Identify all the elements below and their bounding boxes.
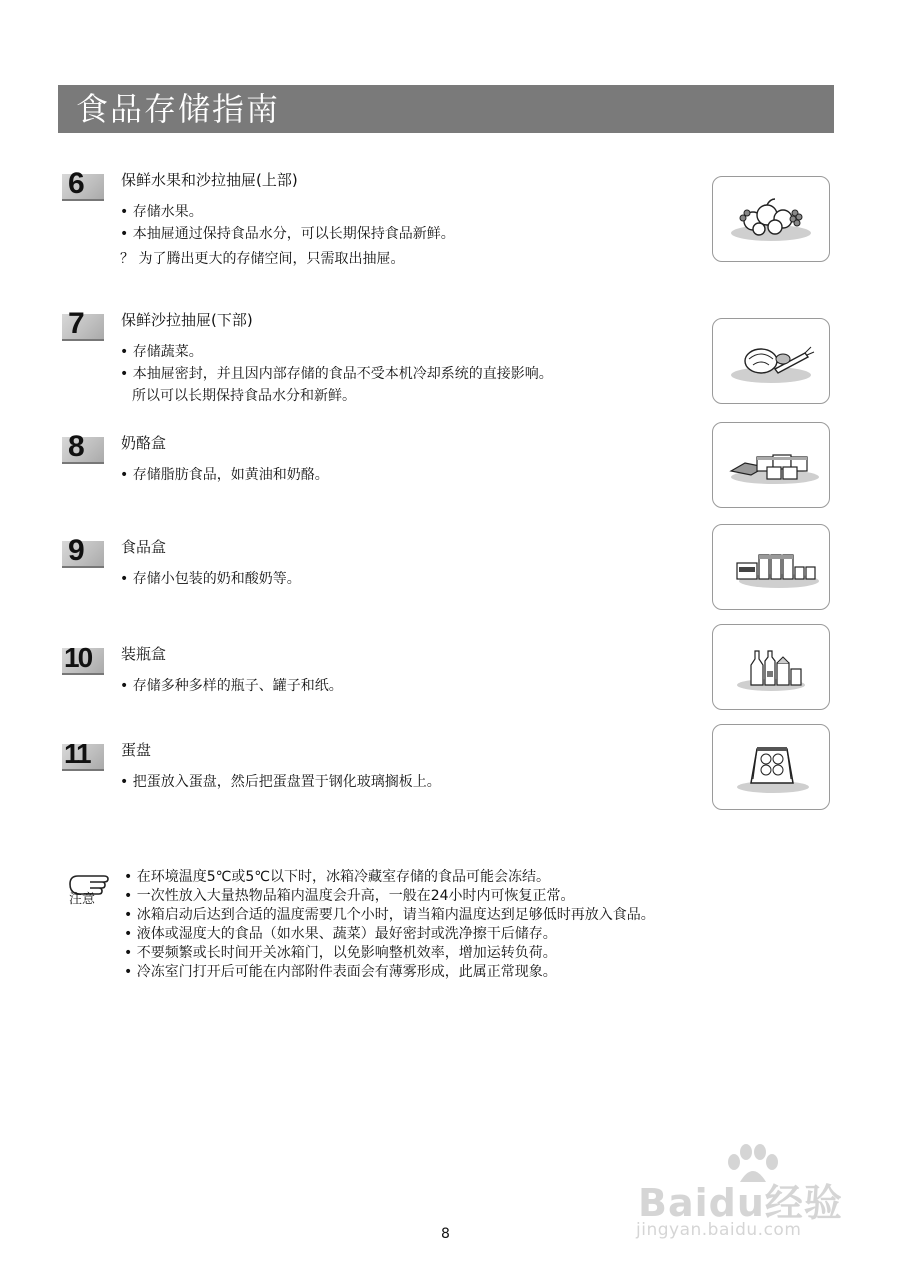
bottles-icon	[713, 625, 829, 709]
section-number-tab	[62, 644, 104, 674]
section-line: • 存储多种多样的瓶子、罐子和纸。	[120, 678, 343, 694]
baidu-watermark	[636, 1142, 856, 1242]
section-line: • 存储脂肪食品，如黄油和奶酪。	[120, 467, 329, 483]
section-body	[120, 771, 441, 793]
section-number-tab	[62, 167, 104, 200]
section-number: 9	[68, 534, 85, 567]
fruit-basket-icon	[713, 177, 829, 261]
section-number-tab	[62, 740, 104, 770]
section-line: 所以可以长期保持食品水分和新鲜。	[132, 388, 356, 404]
note-item: • 冰箱启动后达到合适的温度需要几个小时，请当箱内温度达到足够低时再放入食品。	[124, 907, 655, 923]
section-number-tab	[62, 534, 104, 567]
cheese-boxes-picture	[712, 422, 830, 508]
title-bar	[58, 85, 834, 133]
section-title: 蛋盘	[121, 741, 152, 759]
section-title: 保鲜沙拉抽屉(下部)	[121, 311, 253, 329]
section-body	[120, 201, 455, 270]
note-item: • 在环境温度5℃或5℃以下时，冰箱冷藏室存储的食品可能会冻结。	[124, 869, 550, 885]
watermark-brand: Baidu经验	[638, 1181, 843, 1225]
section-line: • 把蛋放入蛋盘，然后把蛋盘置于钢化玻璃搁板上。	[120, 774, 441, 790]
section-number: 11	[64, 738, 90, 769]
section-body	[120, 341, 553, 407]
note-item: • 冷冻室门打开后可能在内部附件表面会有薄雾形成，此属正常现象。	[124, 964, 557, 980]
note-item: • 液体或湿度大的食品（如水果、蔬菜）最好密封或洗净擦干后储存。	[124, 926, 557, 942]
section-number: 7	[68, 307, 85, 340]
section-number: 6	[68, 167, 85, 200]
section-number-tab	[62, 307, 104, 340]
section-line: • 本抽屉密封，并且因内部存储的食品不受本机冷却系统的直接影响。	[120, 366, 553, 382]
section-number: 8	[68, 430, 85, 463]
notes-label: 注意	[69, 892, 96, 907]
milk-yogurt-picture	[712, 524, 830, 610]
section-title: 食品盒	[121, 538, 167, 556]
page-title: 食品存储指南	[76, 90, 281, 128]
cheese-boxes-icon	[713, 423, 829, 507]
section-body	[120, 568, 301, 590]
note-item: • 一次性放入大量热物品箱内温度会升高，一般在24小时内可恢复正常。	[124, 888, 575, 904]
section-line: • 存储蔬菜。	[120, 344, 203, 360]
section-number-tab	[62, 430, 104, 463]
section-line: ？ 为了腾出更大的存储空间，只需取出抽屉。	[120, 251, 405, 267]
notes-list	[124, 868, 655, 982]
vegetables-icon	[713, 319, 829, 403]
egg-tray-icon	[713, 725, 829, 809]
section-body	[120, 464, 329, 486]
section-line: • 存储小包装的奶和酸奶等。	[120, 571, 301, 587]
section-body	[120, 675, 343, 697]
vegetables-picture	[712, 318, 830, 404]
egg-tray-picture	[712, 724, 830, 810]
milk-yogurt-icon	[713, 525, 829, 609]
fruit-basket-picture	[712, 176, 830, 262]
page-number: 8	[441, 1226, 450, 1242]
section-title: 装瓶盒	[121, 645, 167, 663]
section-title: 奶酪盒	[121, 434, 167, 452]
section-line: • 本抽屉通过保持食品水分，可以长期保持食品新鲜。	[120, 226, 455, 242]
bottles-picture	[712, 624, 830, 710]
watermark-url: jingyan.baidu.com	[636, 1220, 802, 1240]
section-line: • 存储水果。	[120, 204, 203, 220]
section-title: 保鲜水果和沙拉抽屉(上部)	[121, 171, 298, 189]
note-item: • 不要频繁或长时间开关冰箱门，以免影响整机效率，增加运转负荷。	[124, 945, 557, 961]
section-number: 10	[64, 642, 92, 673]
